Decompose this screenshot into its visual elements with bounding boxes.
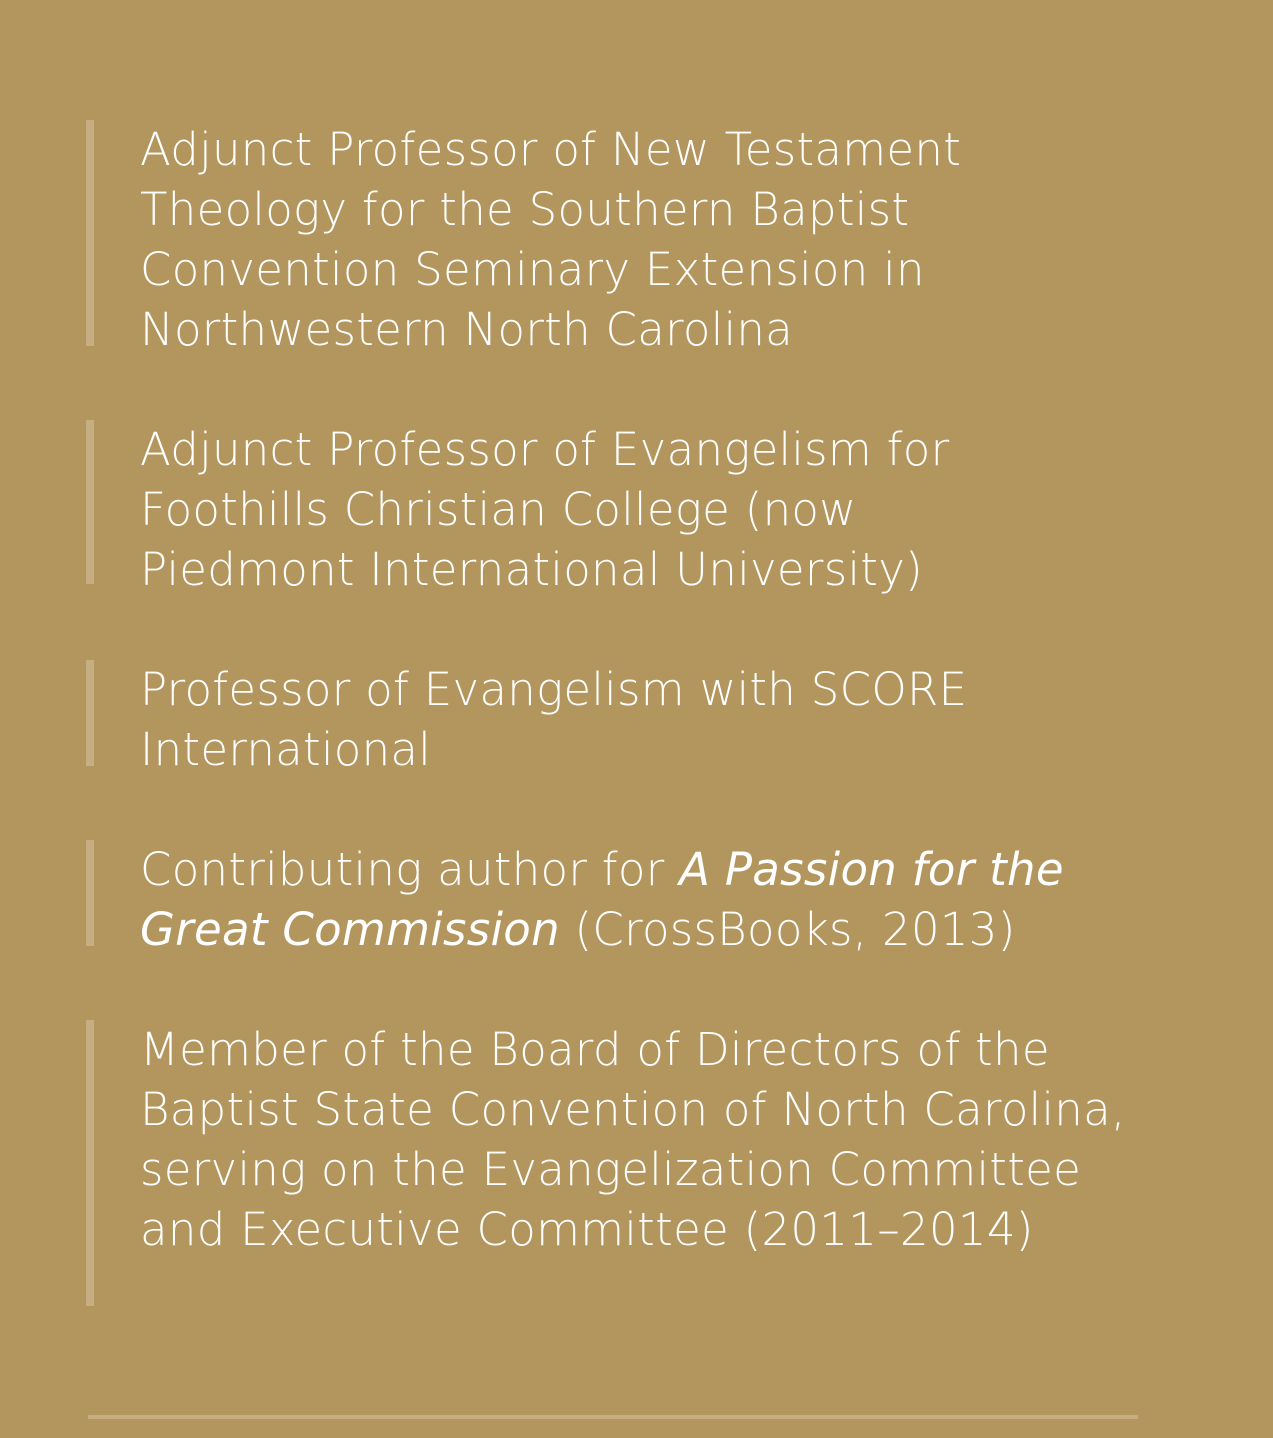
credential-text: Adjunct Professor of Evangelism for Foothills Christian College (now Piedmont International University) — [140, 423, 950, 596]
credential-prefix: Contributing author for — [140, 843, 680, 896]
bottom-divider — [88, 1415, 1138, 1419]
credential-suffix: (CrossBooks, 2013) — [559, 903, 1016, 956]
credential-text: Member of the Board of Directors of the Baptist State Convention of North Carolina, serving on the Evangelization Committee and Executive Committee (2011–2014) — [140, 1023, 1126, 1256]
credential-text — [140, 840, 1170, 960]
book-title: A Passion for the Great Commission — [140, 843, 1064, 956]
credential-item-board-member — [86, 1020, 1186, 1306]
credential-text: Adjunct Professor of New Testament Theology for the Southern Baptist Convention Seminary Extension in Northwestern North Carolina — [140, 123, 962, 356]
credential-text: Professor of Evangelism with SCORE International — [140, 663, 968, 776]
credential-item-score — [86, 660, 1186, 776]
credential-item-new-testament — [86, 120, 1186, 356]
credential-item-foothills — [86, 420, 1186, 596]
credential-item-contributing-author — [86, 840, 1186, 956]
